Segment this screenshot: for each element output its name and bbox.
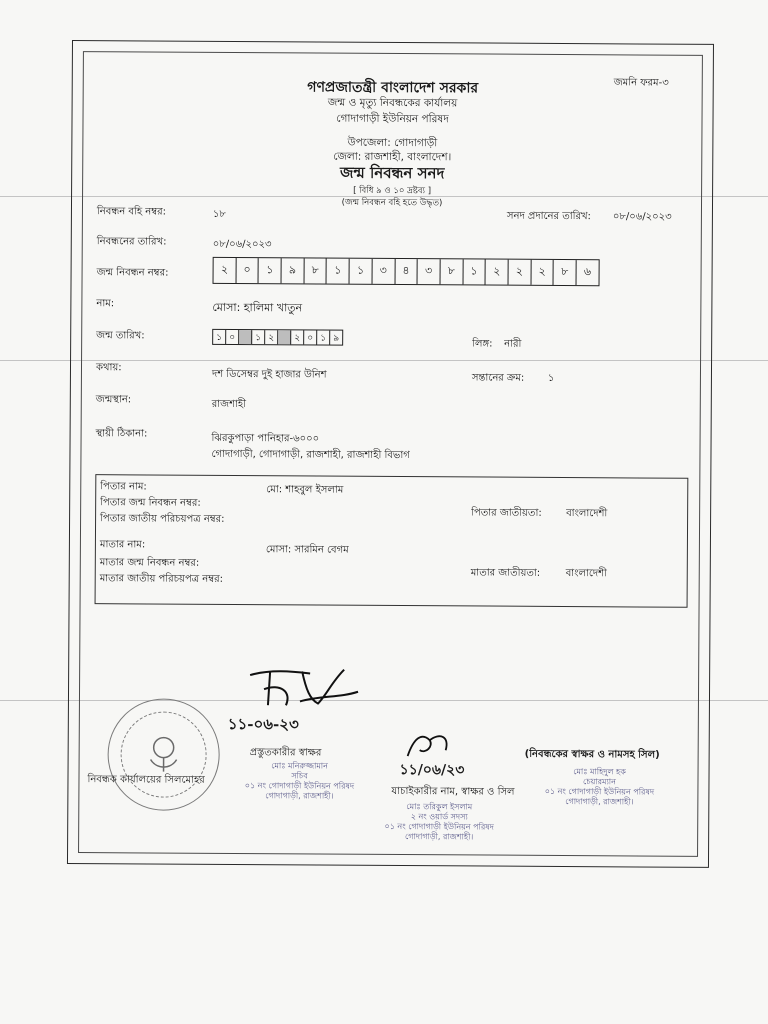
father-nationality-label: পিতার জাতীয়তা:: [471, 507, 542, 519]
reg-digit-box: ২: [214, 258, 237, 283]
form-number: জমনি ফরম-৩: [613, 77, 669, 89]
stamp-line: গোদাগাড়ী, রাজশাহী।: [404, 832, 474, 842]
verifier-handwritten-date: ১১/০৬/২৩: [399, 762, 465, 779]
district-name: জেলা: রাজশাহী, বাংলাদেশ।: [333, 150, 452, 164]
address-line-1: ঝিরকুপাড়া পানিহার-৬০০০: [211, 432, 320, 445]
registration-date: ০৮/০৬/২০২৩: [212, 238, 272, 251]
birthplace-value: রাজশাহী: [211, 398, 247, 411]
gender-label: লিঙ্গ:: [472, 338, 493, 350]
dob-digit-box: ২: [291, 330, 304, 344]
birthplace-label: জন্মস্থান:: [95, 394, 132, 406]
address-line-2: গোদাগাড়ী, গোদাগাড়ী, রাজশাহী, রাজশাহী বিভাগ: [211, 448, 410, 462]
verifier-stamp: [379, 802, 499, 843]
reg-digit-box: ৮: [554, 260, 577, 285]
office-seal-label: নিবন্ধক কার্যালয়ের সিলমোহর: [87, 774, 205, 786]
dob-in-words: দশ ডিসেম্বর দুই হাজার উনিশ: [211, 368, 327, 381]
reg-digit-box: ৮: [304, 258, 327, 283]
dob-boxes: [212, 329, 343, 346]
verifier-signature-label: যাচাইকারীর নাম, স্বাক্ষর ও সিল: [391, 785, 515, 798]
document-title: জন্ম নিবন্ধন সনদ: [339, 163, 445, 183]
mother-reg-label: মাতার জন্ম নিবন্ধন নম্বর:: [99, 557, 200, 569]
reg-digit-box: ০: [236, 258, 259, 283]
father-reg-label: পিতার জন্ম নিবন্ধন নম্বর:: [100, 497, 201, 509]
stamp-line: ০১ নং গোদাগাড়ী ইউনিয়ন পরিষদ: [244, 781, 355, 791]
dob-digit-box: ০: [304, 330, 317, 344]
reg-digit-box: ২: [531, 260, 554, 285]
verifier-signature: [400, 726, 460, 762]
certificate-outer-border: [67, 40, 714, 868]
parents-info-box: [95, 474, 689, 608]
dob-digit-box: ১: [317, 331, 330, 345]
government-title: গণপ্রজাতন্ত্রী বাংলাদেশ সরকার: [307, 79, 479, 97]
stamp-line: চেয়ারম্যান: [583, 777, 616, 787]
dob-digit-box: ২: [265, 330, 278, 344]
stamp-line: মোঃ মনিরুজ্জামান: [271, 761, 328, 771]
reg-digit-box: ৪: [395, 259, 418, 284]
birth-reg-number-label: জন্ম নিবন্ধন নম্বর:: [96, 267, 169, 279]
upazila-name: উপজেলা: গোদাগাড়ী: [347, 136, 438, 150]
book-number-label: নিবন্ধন বহি নম্বর:: [96, 206, 167, 218]
gender-value: নারী: [504, 338, 522, 350]
stamp-line: মোঃ তরিকুল ইসলাম: [406, 802, 473, 812]
registration-date-label: নিবন্ধনের তারিখ:: [96, 236, 167, 248]
stamp-line: গোদাগাড়ী, রাজশাহী।: [565, 797, 634, 807]
preparer-signature: [240, 661, 370, 714]
mother-nid-label: মাতার জাতীয় পরিচয়পত্র নম্বর:: [99, 573, 224, 585]
reg-digit-box: ২: [486, 260, 509, 285]
dob-separator-box: [278, 330, 291, 344]
father-name: মো: শাহবুল ইসলাম: [266, 484, 344, 496]
reg-digit-box: ৮: [440, 259, 463, 284]
union-name: গোদাগাড়ী ইউনিয়ন পরিষদ: [336, 112, 449, 126]
office-name: জন্ম ও মৃত্যু নিবন্ধকের কার্যালয়: [327, 96, 458, 110]
mother-name: মোসা: সারমিন বেগম: [265, 544, 349, 556]
reg-digit-box: ১: [350, 259, 373, 284]
excerpt-note: (জন্ম নিবন্ধন বহি হতে উদ্ধৃত): [341, 197, 443, 209]
preparer-stamp: [239, 761, 359, 802]
book-number: ১৮: [212, 208, 226, 220]
issue-date: ০৮/০৬/২০২৩: [612, 211, 672, 223]
birth-order-label: সন্তানের ক্রম:: [471, 372, 525, 384]
dob-digit-box: ৯: [333, 333, 340, 344]
reg-digit-box: ১: [259, 258, 282, 283]
stamp-line: গোদাগাড়ী, রাজশাহী।: [265, 791, 334, 801]
reg-digit-box: ১: [463, 259, 486, 284]
reg-digit-box: ৯: [282, 258, 305, 283]
address-label: স্থায়ী ঠিকানা:: [95, 428, 148, 440]
child-name: মোসা: হালিমা খাতুন: [212, 300, 303, 315]
father-name-label: পিতার নাম:: [100, 481, 147, 493]
reg-digit-box: ৩: [372, 259, 395, 284]
in-words-label: কথায়:: [95, 362, 122, 374]
stamp-line: ০১ নং গোদাগাড়ী ইউনিয়ন পরিষদ: [384, 821, 494, 832]
dob-digit-box: ১: [252, 330, 265, 344]
name-label: নাম:: [96, 298, 115, 310]
reg-digit-box: ৬: [583, 265, 592, 279]
stamp-line: মোঃ মাহিদুল হক: [573, 767, 626, 777]
reg-digit-box: ৩: [418, 259, 441, 284]
stamp-line: ০১ নং গোদাগাড়ী ইউনিয়ন পরিষদ: [544, 786, 655, 797]
preparer-signature-label: প্রস্তুতকারীর স্বাক্ষর: [249, 747, 322, 759]
father-nid-label: পিতার জাতীয় পরিচয়পত্র নম্বর:: [100, 513, 225, 525]
dob-separator-box: [239, 330, 252, 344]
issue-date-label: সনদ প্রদানের তারিখ:: [506, 210, 591, 223]
mother-nationality-label: মাতার জাতীয়তা:: [470, 567, 541, 579]
certificate-inner-border: [78, 51, 703, 857]
office-round-seal: [107, 698, 220, 811]
stamp-line: সচিব: [291, 771, 308, 781]
emblem-icon: [145, 729, 183, 775]
father-nationality: বাংলাদেশী: [566, 508, 608, 520]
rule-reference: [ বিধি ৯ ও ১০ দ্রষ্টব্য ]: [353, 185, 432, 197]
handwritten-date: ১১-০৬-২৩: [227, 714, 299, 734]
stamp-line: ২ নং ওয়ার্ড সদস্য: [410, 812, 468, 822]
dob-digit-box: ০: [226, 330, 239, 344]
birth-order-value: ১: [547, 372, 555, 384]
reg-digit-box: ২: [508, 260, 531, 285]
birth-reg-number-boxes: [213, 257, 600, 286]
reg-digit-box: ১: [327, 259, 350, 284]
dob-label: জন্ম তারিখ:: [96, 330, 145, 342]
registrar-stamp: [529, 767, 669, 808]
mother-name-label: মাতার নাম:: [99, 539, 146, 551]
registrar-signature-label: (নিবন্ধকের স্বাক্ষর ও নামসহ সিল): [524, 748, 660, 761]
mother-nationality: বাংলাদেশী: [565, 568, 607, 580]
dob-digit-box: ১: [213, 330, 226, 344]
